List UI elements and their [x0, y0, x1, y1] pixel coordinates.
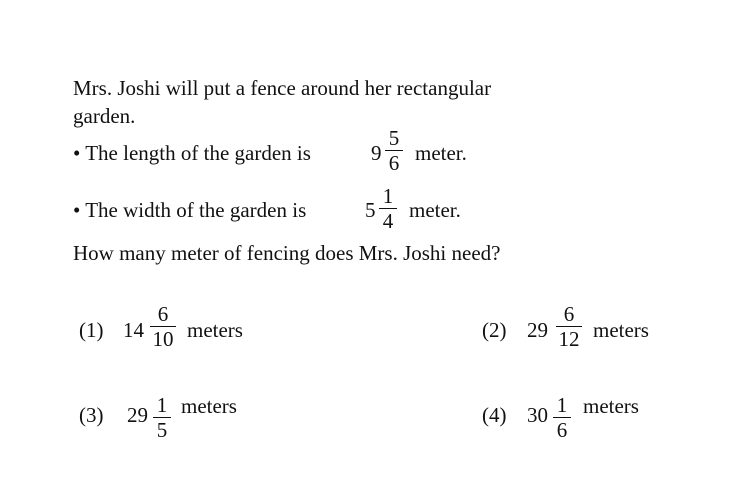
- bullet-width-numerator: 1: [382, 184, 394, 208]
- option-4-denominator: 6: [556, 418, 568, 442]
- option-4-whole: 30: [527, 403, 548, 427]
- option-1-denominator: 10: [152, 327, 174, 351]
- bullet-length-whole: 9: [371, 141, 382, 165]
- option-3-unit: meters: [181, 394, 237, 418]
- bullet-length-numerator: 5: [388, 126, 400, 150]
- option-4-unit: meters: [583, 394, 639, 418]
- question-line-1: Mrs. Joshi will put a fence around her rectangular: [73, 76, 492, 100]
- option-1-whole: 14: [123, 318, 144, 342]
- bullet-length-text: • The length of the garden is: [73, 141, 311, 165]
- option-2-numerator: 6: [563, 302, 575, 326]
- bullet-width-unit: meter.: [409, 198, 461, 222]
- option-1-label: (1): [79, 318, 104, 342]
- bullet-width-fraction: [379, 185, 397, 232]
- option-3-label: (3): [79, 403, 104, 427]
- option-2-unit: meters: [593, 318, 649, 342]
- bullet-length-denominator: 6: [388, 151, 400, 175]
- question-line-2: garden.: [73, 104, 136, 128]
- question-prompt: How many meter of fencing does Mrs. Joshi need?: [73, 241, 501, 265]
- option-3-whole: 29: [127, 403, 148, 427]
- option-3-numerator: 1: [156, 393, 168, 417]
- option-2-fraction: [556, 303, 582, 350]
- bullet-length-fraction: [385, 127, 403, 174]
- option-1-unit: meters: [187, 318, 243, 342]
- option-2-denominator: 12: [558, 327, 580, 351]
- option-4-label: (4): [482, 403, 507, 427]
- bullet-width-text: • The width of the garden is: [73, 198, 307, 222]
- option-3-denominator: 5: [156, 418, 168, 442]
- bullet-width-denominator: 4: [382, 209, 394, 233]
- option-2-label: (2): [482, 318, 507, 342]
- option-1-fraction: [150, 303, 176, 350]
- option-4-fraction: [553, 394, 571, 441]
- bullet-length-unit: meter.: [415, 141, 467, 165]
- bullet-width-whole: 5: [365, 198, 376, 222]
- option-3-fraction: [153, 394, 171, 441]
- option-1-numerator: 6: [157, 302, 169, 326]
- option-2-whole: 29: [527, 318, 548, 342]
- option-4-numerator: 1: [556, 393, 568, 417]
